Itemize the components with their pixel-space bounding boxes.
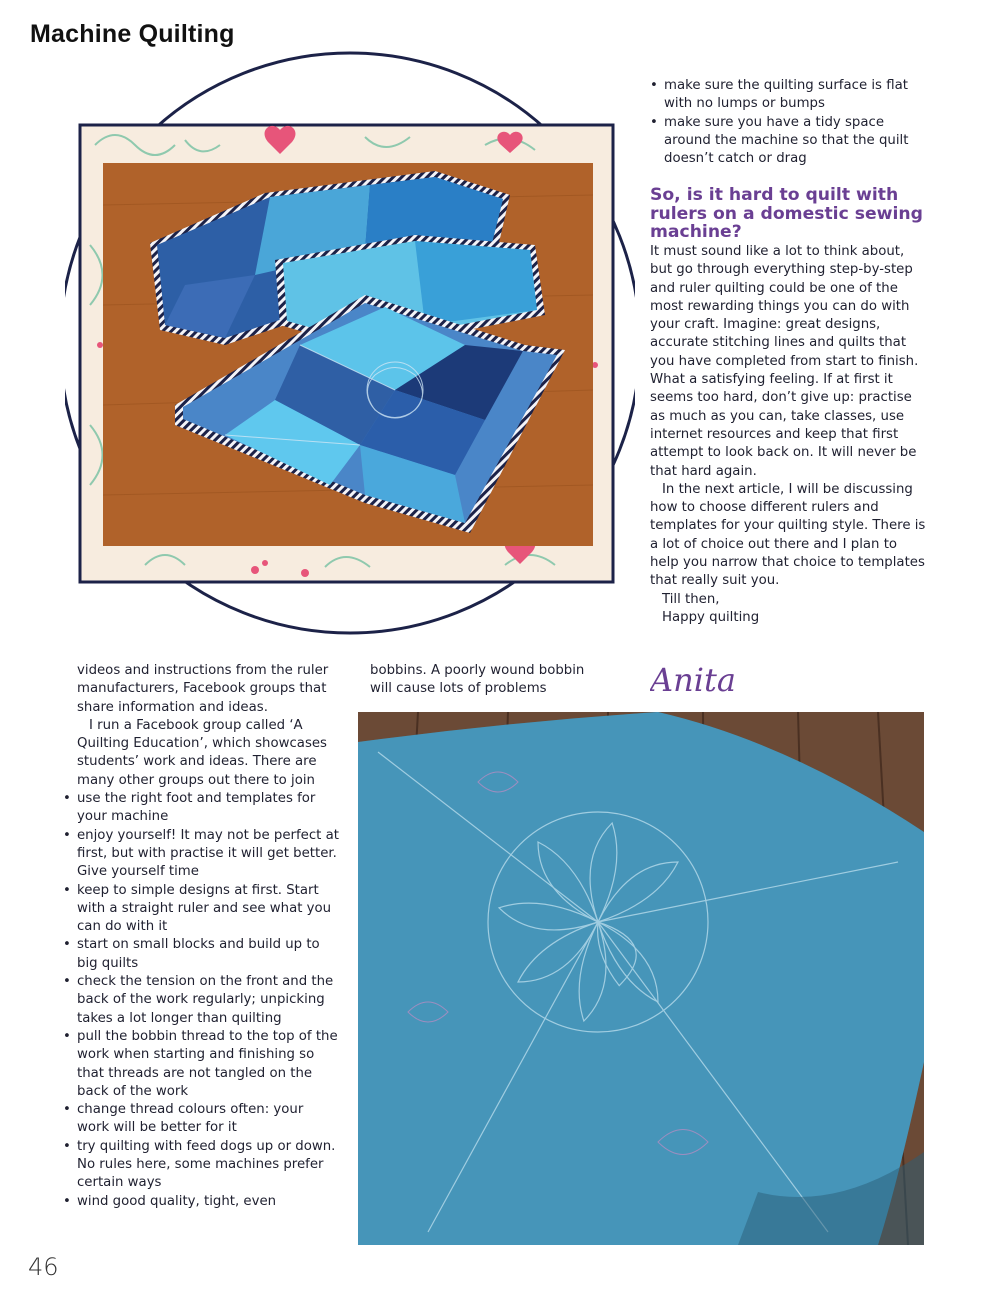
list-item: • keep to simple designs at first. Start with a straight ruler and see what you can do with it — [63, 882, 339, 937]
list-item: • make sure you have a tidy space around the machine so that the quilt doesn’t catch or drag — [650, 114, 930, 169]
list-item: • try quilting with feed dogs up or down. No rules here, some machines prefer certain ways — [63, 1138, 339, 1193]
table-runner-photo — [65, 45, 635, 640]
list-item: • make sure the quilting surface is flat with no lumps or bumps — [650, 77, 930, 114]
list-item: • pull the bobbin thread to the top of the work when starting and finishing so that threads are not tangled on the back of the work — [63, 1028, 339, 1101]
body-paragraph: I run a Facebook group called ‘A Quilting Education’, which showcases students’ work and ideas. There are many other groups out there to join — [77, 717, 327, 788]
page-number: 46 — [28, 1253, 59, 1281]
body-paragraph: It must sound like a lot to think about, but go through everything step-by-step and ruler quilting could be one of the most rewarding things you can do with your craft. Imagine: great designs, accurate stitching lines and quilts that you have completed from start to finish. What a satisfying feeling. If at first it seems too hard, don’t give up: practise as much as you can, take classes, use internet resources and keep that first attempt to look back on. It will never be that hard again. — [650, 243, 919, 479]
list-item: • change thread colours often: your work will be better for it — [63, 1101, 339, 1138]
signature-anita — [650, 655, 740, 705]
body-paragraph: In the next article, I will be discussing how to choose different rulers and templates for your quilting style. There is a lot of choice out there and I plan to help you narrow that choice to templates that really suit you. — [650, 481, 926, 589]
list-item: • check the tension on the front and the back of the work regularly; unpicking takes a lot longer than quilting — [63, 973, 339, 1028]
list-item: • start on small blocks and build up to big quilts — [63, 936, 339, 973]
body-paragraph: videos and instructions from the ruler manufacturers, Facebook groups that share information and ideas. — [77, 663, 329, 715]
pillow-photo — [358, 712, 924, 1245]
closing-line: Happy quilting — [662, 609, 760, 625]
list-item: • wind good quality, tight, even — [63, 1193, 339, 1211]
closing-line: Till then, — [662, 591, 720, 607]
list-item: • enjoy yourself! It may not be perfect at first, but with practise it will get better. Give yourself time — [63, 827, 339, 882]
body-paragraph: bobbins. A poorly wound bobbin will cause lots of problems — [370, 663, 585, 697]
svg-text:Anita: Anita — [650, 661, 736, 699]
section-heading: So, is it hard to quilt with rulers on a domestic sewing machine? — [650, 185, 923, 243]
page-title: Machine Quilting — [30, 20, 235, 48]
list-item: • use the right foot and templates for your machine — [63, 790, 339, 827]
